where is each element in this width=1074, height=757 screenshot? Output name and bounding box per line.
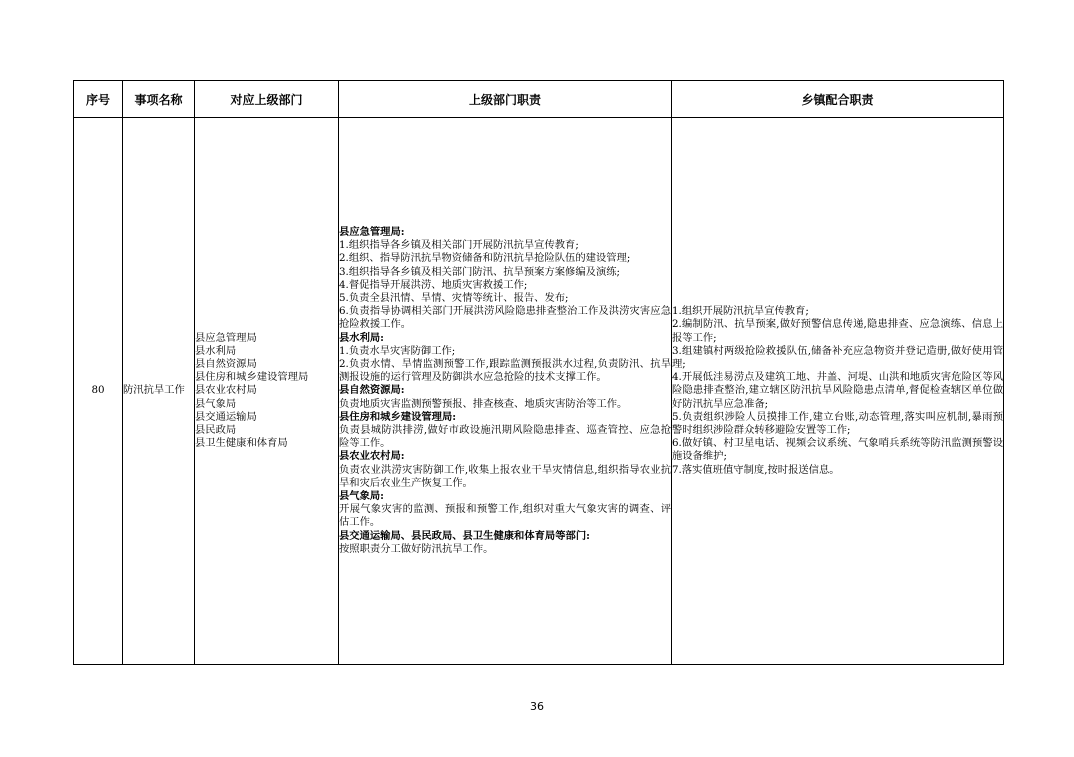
- town-duty-line: 2.编制防汛、抗旱预案,做好预警信息传递,隐患排查、应急演练、信息上报等工作;: [672, 318, 1003, 344]
- duty-heading-meteorology: 县气象局:: [339, 490, 384, 503]
- duty-line: 1.负责水旱灾害防御工作;: [339, 344, 456, 357]
- table-row: [74, 118, 1004, 665]
- town-duty-line: 4.开展低洼易涝点及建筑工地、井盖、河堤、山洪和地质灾害危险区等风险隐患排查整治,建立辖区防汛抗旱风险隐患点清单,督促检查辖区单位做好防汛抗旱应急准备;: [672, 371, 1003, 410]
- table-header-row: [74, 81, 1004, 118]
- department-item: 县交通运输局: [195, 410, 257, 423]
- department-item: 县自然资源局: [195, 357, 257, 370]
- responsibility-table: [73, 80, 1004, 665]
- duty-line: 3.组织指导各乡镇及相关部门防汛、抗旱预案方案修编及演练;: [339, 265, 621, 278]
- department-item: 县卫生健康和体育局: [195, 437, 288, 450]
- duty-heading-other-depts: 县交通运输局、县民政局、县卫生健康和体育局等部门:: [339, 529, 590, 542]
- duty-line: 6.负责指导协调相关部门开展洪涝风险隐患排查整治工作及洪涝灾害应急抢险救援工作。: [339, 305, 671, 331]
- town-duty-line: 5.负责组织涉险人员摸排工作,建立台账,动态管理,落实叫应机制,暴雨预警时组织涉险群众转移避险安置等工作;: [672, 410, 1003, 436]
- duty-heading-housing: 县住房和城乡建设管理局:: [339, 410, 457, 423]
- town-duty-line: 1.组织开展防汛抗旱宣传教育;: [672, 305, 809, 318]
- row-departments: [195, 118, 339, 665]
- duty-heading-water: 县水利局:: [339, 331, 384, 344]
- duty-heading-agriculture: 县农业农村局:: [339, 450, 405, 463]
- row-superior-duties: [339, 118, 672, 665]
- department-item: 县水利局: [195, 344, 237, 357]
- row-item-name: 防汛抗旱工作: [123, 118, 195, 665]
- row-township-duties: [672, 118, 1004, 665]
- header-seq-no: 序号: [74, 81, 123, 118]
- department-item: 县气象局: [195, 397, 237, 410]
- duty-line: 负责地质灾害监测预警预报、排查核查、地质灾害防治等工作。: [339, 397, 628, 410]
- duty-line: 负责农业洪涝灾害防御工作,收集上报农业干旱灾情信息,组织指导农业抗旱和灾后农业生产恢复工作。: [339, 463, 671, 489]
- duty-line: 2.组织、指导防汛抗旱物资储备和防汛抗旱抢险队伍的建设管理;: [339, 252, 631, 265]
- department-item: 县住房和城乡建设管理局: [195, 371, 309, 384]
- row-seq-no: 80: [74, 118, 123, 665]
- department-item: 县农业农村局: [195, 384, 257, 397]
- header-superior-duties: 上级部门职责: [339, 81, 672, 118]
- duty-line: 2.负责水情、旱情监测预警工作,跟踪监测预报洪水过程,负责防汛、抗旱测报设施的运行管理及防御洪水应急抢险的技术支撑工作。: [339, 357, 671, 384]
- town-duty-line: 6.做好镇、村卫星电话、视频会议系统、气象哨兵系统等防汛监测预警设施设备维护;: [672, 437, 1003, 463]
- duty-heading-emergency: 县应急管理局:: [339, 225, 405, 238]
- duty-heading-natural-resources: 县自然资源局:: [339, 384, 405, 397]
- duty-line: 1.组织指导各乡镇及相关部门开展防汛抗旱宣传教育;: [339, 239, 579, 252]
- duty-line: 4.督促指导开展洪涝、地质灾害救援工作;: [339, 278, 528, 291]
- duty-line: 开展气象灾害的监测、预报和预警工作,组织对重大气象灾害的调查、评估工作。: [339, 503, 671, 529]
- department-item: 县民政局: [195, 424, 237, 436]
- duty-line: 按照职责分工做好防汛抗旱工作。: [339, 542, 494, 555]
- header-item-name: 事项名称: [123, 81, 195, 118]
- page-number: 36: [530, 700, 544, 713]
- header-superior-dept: 对应上级部门: [195, 81, 339, 118]
- town-duty-line: 3.组建镇村两级抢险救援队伍,储备补充应急物资并登记造册,做好使用管理;: [672, 344, 1003, 370]
- department-item: 县应急管理局: [195, 331, 257, 344]
- header-township-duties: 乡镇配合职责: [672, 81, 1004, 118]
- town-duty-line: 7.落实值班值守制度,按时报送信息。: [672, 463, 840, 476]
- duty-line: 5.负责全县汛情、旱情、灾情等统计、报告、发布;: [339, 291, 569, 304]
- duty-line: 负责县城防洪排涝,做好市政设施汛期风险隐患排查、巡查管控、应急抢险等工作。: [339, 424, 671, 450]
